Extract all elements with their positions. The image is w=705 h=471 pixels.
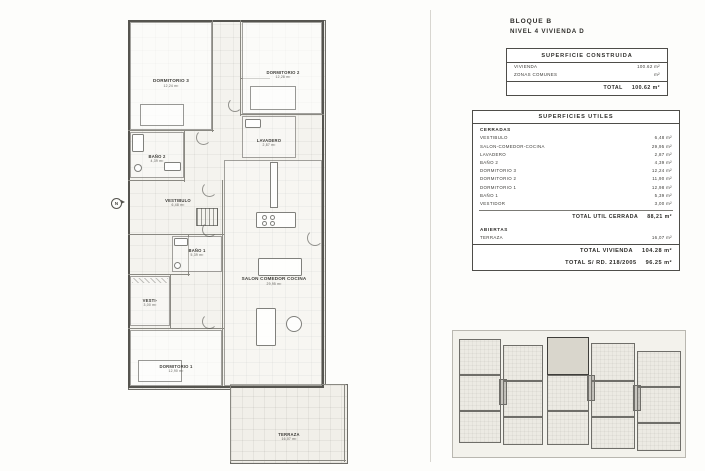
keyplan-unit (503, 381, 543, 417)
row-value: 4,39 m² (654, 160, 672, 166)
entry-stair (196, 208, 218, 226)
row-label: DORMITORIO 2 (480, 176, 517, 182)
row-label: VESTIDOR (480, 200, 506, 206)
terrace-grid-background (230, 384, 348, 464)
label-salon-comedor-cocina: SALON COMEDOR COCINA 29,95 m² (241, 276, 307, 286)
label-terraza: TERRAZA 16,07 m² (278, 432, 300, 442)
row-label: LAVADERO (480, 151, 507, 157)
keyplan-unit (459, 375, 501, 411)
label-bano-2: BAÑO 2 4,39 m² (148, 154, 166, 164)
table-row (473, 134, 679, 142)
keyplan-unit (503, 345, 543, 381)
orientation-marker (110, 198, 128, 210)
row-label: DORMITORIO 3 (480, 168, 517, 174)
keyplan-unit (459, 339, 501, 375)
row-value: 12,98 m² (651, 184, 672, 190)
keyplan-unit (637, 423, 681, 451)
sink-fixture-1 (174, 238, 188, 246)
row-value: 11,90 m² (652, 176, 672, 182)
orientation-arrow (121, 200, 125, 204)
total-label: TOTAL VIVIENDA (580, 247, 633, 254)
total-value: 96.25 m² (645, 260, 672, 267)
keyplan-unit (591, 417, 635, 449)
keyplan-core (499, 379, 507, 405)
terrace-wall-bottom (230, 460, 346, 461)
bed-symbol-2 (250, 86, 296, 110)
cooktop-burner-1 (262, 215, 267, 220)
door-arc-6 (307, 230, 323, 246)
site-key-plan (452, 330, 686, 458)
row-label: BAÑO 1 (480, 192, 499, 198)
wall-bottom (128, 386, 324, 388)
toilet-fixture (134, 164, 142, 172)
partition-6 (184, 130, 185, 182)
row-value: 29,95 m² (651, 143, 672, 149)
total-value: 100.62 m² (631, 85, 660, 92)
row-label: ZONAS COMUNES (514, 72, 558, 78)
row-label: BAÑO 2 (480, 160, 499, 166)
table-row (507, 71, 667, 79)
keyplan-core (633, 385, 641, 411)
partition-5 (128, 180, 184, 181)
total-value: 104.28 m² (642, 247, 672, 254)
row-value: 6,48 m² (654, 135, 672, 141)
terrace-wall-left (230, 384, 231, 462)
keyplan-unit-highlighted (547, 337, 589, 375)
block-title: BLOQUE B (510, 18, 553, 25)
door-arc-5 (228, 98, 242, 112)
info-panel (446, 18, 690, 271)
built-area-total (507, 82, 667, 95)
closed-total (473, 211, 679, 224)
orientation-letter: N (111, 198, 122, 209)
row-label: SALON-COMEDOR-COCINA (480, 143, 545, 149)
row-value: 16,07 m² (651, 234, 672, 240)
total-label: TOTAL S/ RD. 218/2005 (565, 260, 637, 267)
row-label: VIVIENDA (514, 64, 538, 70)
open-areas-subhead: ABIERTAS (480, 226, 508, 232)
dining-table (258, 258, 302, 276)
label-dormitorio-2: DORMITORIO 2 12,28 m² (266, 70, 300, 80)
row-label: VESTIBULO (480, 135, 508, 141)
table-row (473, 183, 679, 191)
table-row (473, 142, 679, 150)
door-arc-4 (202, 314, 217, 329)
table-row (473, 167, 679, 175)
label-dormitorio-1: DORMITORIO 1 12,90 m² (159, 364, 193, 374)
keyplan-unit (591, 381, 635, 417)
partition-12 (170, 274, 171, 328)
shower-fixture (132, 134, 144, 152)
row-label: DORMITORIO 1 (480, 184, 517, 190)
label-vestibulo: VESTIBULO 6,48 m² (165, 198, 191, 208)
keyplan-unit (637, 387, 681, 423)
keyplan-unit (547, 375, 589, 411)
keyplan-unit (459, 411, 501, 443)
useful-area-table (472, 110, 680, 271)
bed-symbol-3 (140, 104, 184, 126)
total-value: 88,21 m² (647, 214, 672, 221)
sofa (256, 308, 276, 346)
unit-title: NIVEL 4 VIVIENDA D (510, 28, 585, 35)
label-lavadero: LAVADERO 2,87 m² (256, 138, 282, 148)
cooktop-burner-4 (270, 221, 275, 226)
coffee-table (286, 316, 302, 332)
table-row (473, 191, 679, 199)
built-area-table (506, 48, 668, 96)
sheet-divider (430, 10, 431, 462)
label-vestidor: VESTI- 3,00 m² (142, 298, 158, 308)
table-row (473, 175, 679, 183)
keyplan-unit (547, 411, 589, 445)
closet-hatch (132, 278, 168, 283)
cooktop-burner-3 (262, 221, 267, 226)
table-row (473, 233, 679, 241)
row-value: 3,00 m² (654, 200, 672, 206)
row-value: 2,87 m² (654, 151, 672, 157)
keyplan-unit (637, 351, 681, 387)
apartment-floor-plan (110, 12, 425, 462)
table-row (507, 63, 667, 71)
keyplan-unit (503, 417, 543, 445)
toilet-fixture-1 (174, 262, 181, 269)
row-value: 100.62 m² (637, 64, 660, 70)
table-row (473, 150, 679, 158)
table-row (473, 158, 679, 166)
washer-fixture (245, 119, 261, 128)
door-arc-2 (202, 182, 217, 197)
grand-total (473, 245, 679, 258)
built-area-header: SUPERFICIE CONSTRUIDA (507, 49, 667, 63)
row-label: TERRAZA (480, 234, 503, 240)
total-label: TOTAL UTIL CERRADA (572, 214, 639, 221)
kitchen-island (256, 212, 296, 228)
total-label: TOTAL (603, 85, 623, 92)
kitchen-counter (270, 162, 278, 208)
row-value: 12,24 m² (651, 168, 672, 174)
wall-right (322, 20, 324, 388)
terrace-wall-right (344, 384, 345, 462)
regulation-total (473, 257, 679, 270)
useful-area-header: SUPERFICIES UTILES (473, 111, 679, 125)
door-arc-1 (196, 130, 211, 145)
label-bano-1: BAÑO 1 5,39 m² (188, 248, 206, 258)
row-value: 5,39 m² (654, 192, 672, 198)
partition-2 (212, 20, 213, 132)
table-row (473, 199, 679, 207)
row-value: m² (654, 72, 660, 78)
closed-areas-subhead: CERRADAS (480, 127, 511, 133)
keyplan-unit (591, 343, 635, 381)
cooktop-burner-2 (270, 215, 275, 220)
keyplan-core (587, 375, 595, 401)
label-dormitorio-3: DORMITORIO 3 12,24 m² (152, 78, 189, 88)
